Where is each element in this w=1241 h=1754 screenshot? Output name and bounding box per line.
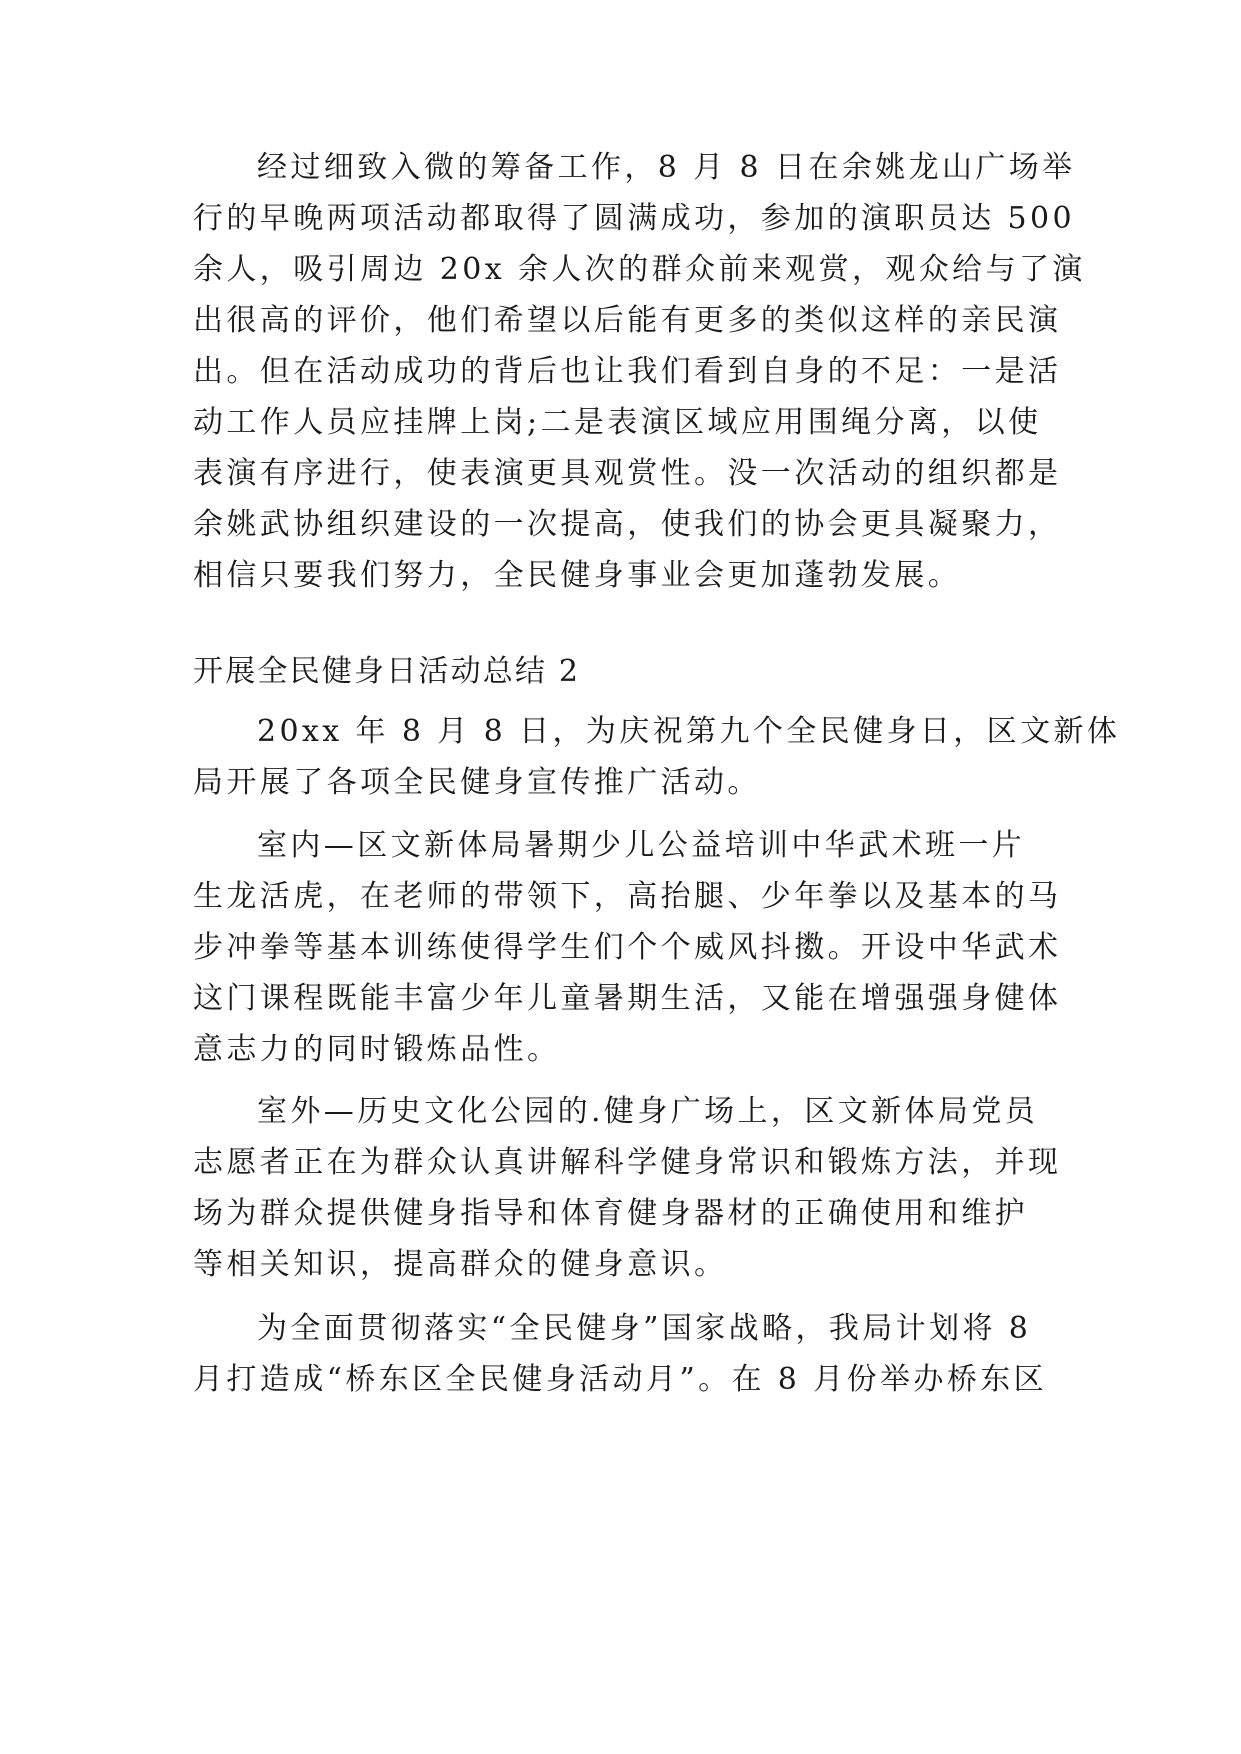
paragraph-line: 动工作人员应挂牌上岗;二是表演区域应用围绳分离，以使 <box>193 405 1042 440</box>
paragraph-line: 出很高的评价，他们希望以后能有更多的类似这样的亲民演 <box>193 303 1062 338</box>
paragraph-line: 余人，吸引周边 20x 余人次的群众前来观赏，观众给与了演 <box>193 252 1086 287</box>
paragraph-line: 20xx 年 8 月 8 日，为庆祝第九个全民健身日，区文新体 <box>257 714 1121 749</box>
paragraph-line: 生龙活虎，在老师的带领下，高抬腿、少年拳以及基本的马 <box>193 879 1062 914</box>
paragraph-line: 志愿者正在为群众认真讲解科学健身常识和锻炼方法，并现 <box>193 1145 1062 1180</box>
paragraph-line: 室内—区文新体局暑期少儿公益培训中华武术班一片 <box>257 828 1026 863</box>
paragraph-line: 步冲拳等基本训练使得学生们个个威风抖擞。开设中华武术 <box>193 930 1062 965</box>
paragraph-line: 这门课程既能丰富少年儿童暑期生活，又能在增强强身健体 <box>193 981 1062 1016</box>
paragraph-line: 为全面贯彻落实“全民健身”国家战略，我局计划将 8 <box>257 1311 1032 1346</box>
paragraph-line: 行的早晚两项活动都取得了圆满成功，参加的演职员达 500 <box>193 201 1075 236</box>
paragraph-line: 等相关知识，提高群众的健身意识。 <box>193 1247 728 1282</box>
paragraph-line: 室外—历史文化公园的.健身广场上，区文新体局党员 <box>257 1094 1039 1129</box>
paragraph-line: 相信只要我们努力，全民健身事业会更加蓬勃发展。 <box>193 558 962 593</box>
section-heading-text: 开展全民健身日活动总结 2 <box>193 654 581 689</box>
paragraph-line: 经过细致入微的筹备工作，8 月 8 日在余姚龙山广场举 <box>257 150 1076 185</box>
paragraph-line: 场为群众提供健身指导和体育健身器材的正确使用和维护 <box>193 1196 1028 1231</box>
paragraph-line: 出。但在活动成功的背后也让我们看到自身的不足：一是活 <box>193 354 1062 389</box>
paragraph-line: 表演有序进行，使表演更具观赏性。没一次活动的组织都是 <box>193 456 1062 491</box>
paragraph-line: 意志力的同时锻炼品性。 <box>193 1032 561 1067</box>
paragraph-line: 余姚武协组织建设的一次提高，使我们的协会更具凝聚力， <box>193 507 1062 542</box>
paragraph-line: 月打造成“桥东区全民健身活动月”。在 8 月份举办桥东区 <box>193 1362 1048 1397</box>
paragraph-line: 局开展了各项全民健身宣传推广活动。 <box>193 765 761 800</box>
